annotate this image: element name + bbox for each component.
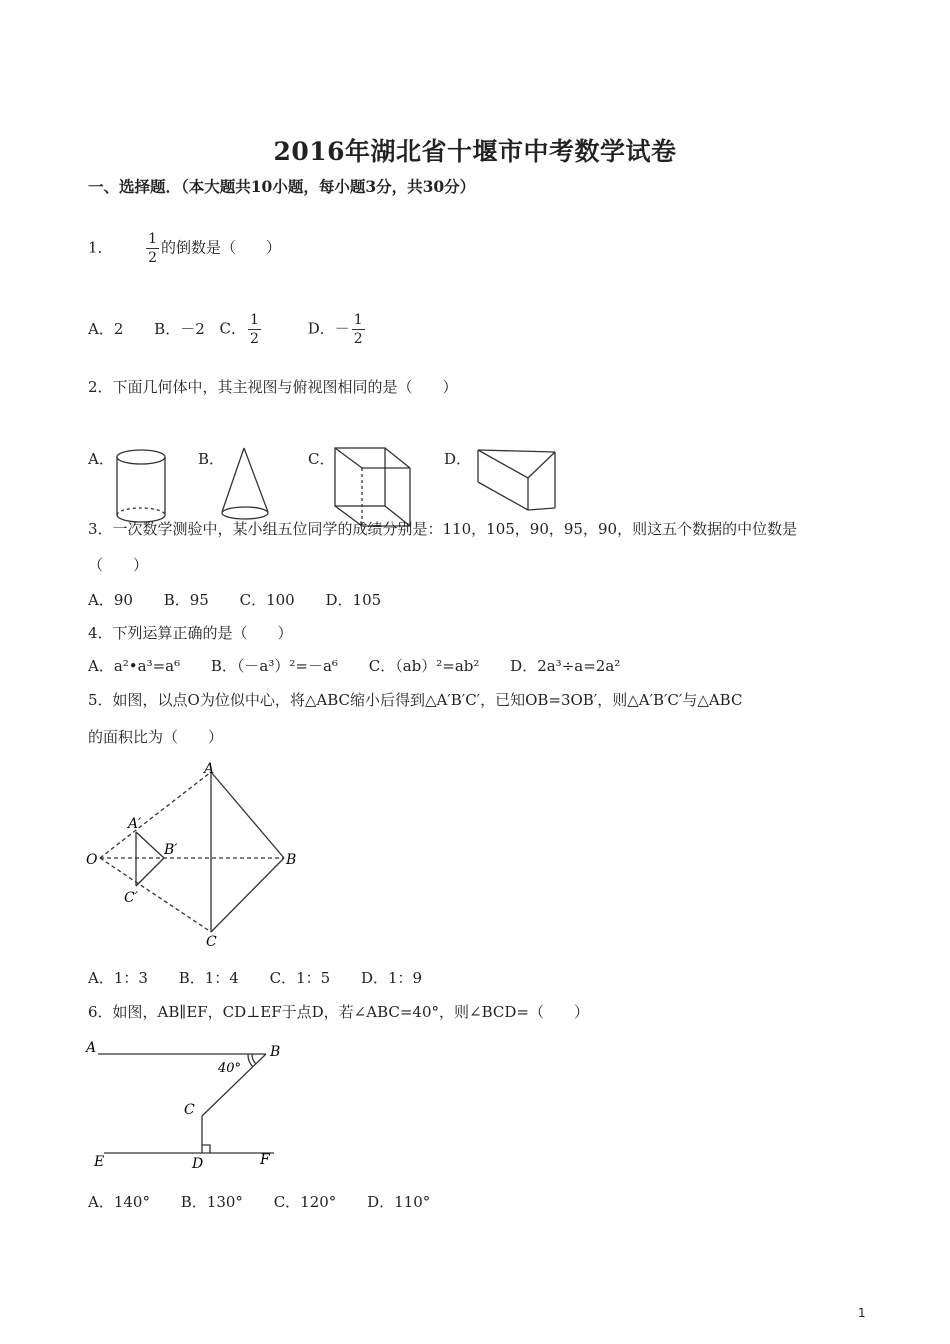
question-6: 6．如图，AB∥EF，CD⊥EF于点D，若∠ABC=40°，则∠BCD=（ ）: [88, 1003, 589, 1021]
cone-figure: [222, 448, 268, 519]
q6-options: [88, 1191, 456, 1212]
q4-option-b: B．（－a³）²=－a⁶: [210, 657, 338, 675]
q6-option-d: D．110°: [367, 1193, 431, 1211]
q1-text: 的倒数是（ ）: [161, 238, 282, 257]
q2-label-a: A．: [88, 450, 114, 468]
q6-label-b: B: [270, 1044, 281, 1060]
q6-label-c: C: [184, 1102, 195, 1118]
question-2: 2．下面几何体中，其主视图与俯视图相同的是（ ）: [88, 378, 458, 396]
question-5-cont: 的面积比为（ ）: [88, 728, 224, 746]
cube-figure: [335, 448, 410, 526]
q4-option-d: D．2a³÷a=2a²: [510, 657, 621, 675]
q6-option-b: B．130°: [180, 1193, 243, 1211]
q1-fraction: $\frac{1}{2}$: [148, 231, 158, 266]
question-4: 4．下列运算正确的是（ ）: [88, 624, 293, 642]
q5-label-c: C: [206, 934, 217, 950]
q1-option-b: B．－2: [154, 319, 205, 338]
q2-label-d: D．: [444, 450, 472, 468]
page-number: 1: [858, 1306, 866, 1320]
q5-label-o: O: [86, 852, 98, 868]
q2-solids-figure: [110, 440, 580, 530]
q2-label-c: C．: [308, 450, 335, 468]
q5-label-a-prime: A′: [128, 816, 142, 832]
q5-option-b: B．1：4: [178, 969, 239, 987]
q6-figure: [84, 1036, 294, 1176]
q4-option-c: C．（ab）²=ab²: [368, 657, 480, 675]
page-title: 2016年湖北省十堰市中考数学试卷: [273, 137, 677, 166]
cylinder-figure: [117, 450, 165, 522]
q3-option-c: C．100: [239, 591, 295, 609]
q3-options: [88, 589, 407, 610]
q6-label-f: F: [260, 1152, 270, 1168]
q6-label-e: E: [94, 1154, 105, 1170]
q5-option-a: A．1：3: [88, 969, 148, 987]
q6-label-a: A: [86, 1040, 97, 1056]
q1-number: 1．: [88, 238, 113, 257]
q5-option-d: D．1：9: [360, 969, 423, 987]
q6-label-d: D: [192, 1156, 204, 1172]
q3-option-d: D．105: [325, 591, 382, 609]
q5-options: [88, 967, 448, 988]
q1-options: [88, 313, 367, 346]
q6-angle-label: 40°: [218, 1061, 242, 1076]
q4-options: [88, 655, 646, 676]
q3-option-b: B．95: [163, 591, 209, 609]
question-5: 5．如图，以点O为位似中心，将△ABC缩小后得到△A′B′C′，已知OB=3OB′，则△A′B′C′与△ABC: [88, 691, 743, 709]
q6-option-a: A．140°: [88, 1193, 150, 1211]
prism-figure: [478, 450, 555, 510]
q2-label-b: B．: [198, 450, 225, 468]
q5-label-b-prime: B′: [164, 842, 178, 858]
q5-label-b: B: [286, 852, 297, 868]
q5-label-c-prime: C′: [124, 890, 138, 906]
question-3: 3．一次数学测验中，某小组五位同学的成绩分别是：110，105，90，95，90，则这五个数据的中位数是: [88, 520, 798, 538]
q1-option-c: C． $\frac{1}{2}$: [219, 312, 259, 347]
q5-label-a: A: [204, 761, 215, 777]
q4-option-a: A．a²•a³=a⁶: [88, 657, 181, 675]
question-3-cont: （ ）: [88, 556, 149, 574]
q5-option-c: C．1：5: [269, 969, 331, 987]
q5-figure: [84, 760, 304, 950]
q1-option-a: A．2: [88, 319, 124, 338]
section-heading: 一、选择题．（本大题共10小题，每小题3分，共30分）: [88, 177, 476, 196]
q3-option-a: A．90: [88, 591, 133, 609]
question-1: [88, 232, 281, 265]
q6-option-c: C．120°: [273, 1193, 337, 1211]
q1-option-d: D．－ $\frac{1}{2}$: [307, 312, 363, 347]
